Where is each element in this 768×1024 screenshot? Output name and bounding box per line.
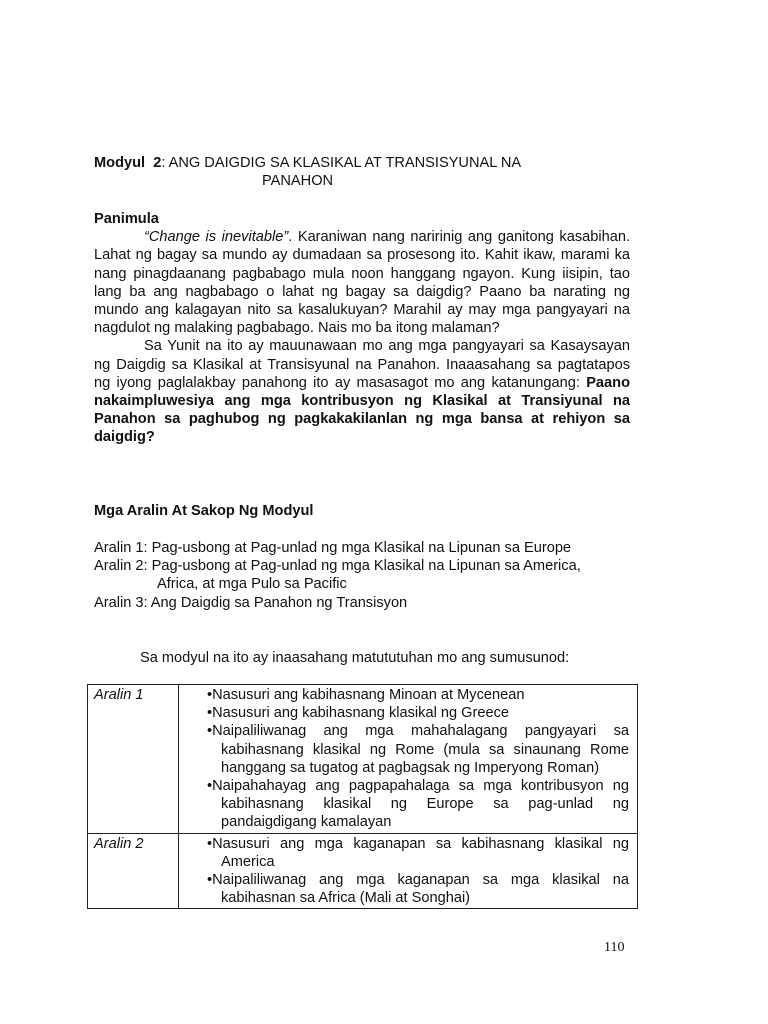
- intro-paragraph-2: [94, 337, 630, 446]
- lesson-item: [94, 557, 634, 593]
- objectives-cell: [179, 833, 638, 909]
- intro-heading: Panimula: [94, 211, 159, 227]
- table-row: [88, 833, 638, 909]
- lesson-text: Ang Daigdig sa Panahon ng Transisyon: [150, 594, 408, 611]
- bullet-icon: •: [207, 705, 213, 722]
- objective-text: Nasusuri ang mga kaganapan sa kabihasnang klasikal ng America: [212, 835, 629, 870]
- objectives-table: [87, 684, 638, 909]
- intro-key-question: Paano nakaimpluwesiya ang mga kontribusyon ng Klasikal at Transiyunal na Panahon sa paghubog ng pagkakakilanlan ng mga bansa at rehiyon sa daigdig?: [94, 374, 630, 446]
- lesson-text-continued: Africa, at mga Pulo sa Pacific: [157, 576, 347, 593]
- objective-text: Nasusuri ang kabihasnang klasikal ng Greece: [212, 705, 510, 722]
- lesson-label: Aralin 2:: [94, 558, 152, 575]
- objective-text: Naipahahayag ang pagpapahalaga sa mga kontribusyon ng kabihasnang klasikal ng Europe sa pag-unlad ng pandaigdigang kamalayan: [212, 778, 629, 831]
- lesson-label: Aralin 3:: [94, 594, 151, 611]
- objective-text: Naipaliliwanag ang mga kaganapan sa mga klasikal na kabihasnan sa Africa (Mali at Songhai): [212, 872, 629, 907]
- objective-text: Naipaliliwanag ang mga mahahalagang pangyayari sa kabihasnang klasikal ng Rome (mula sa sinaunang Rome hanggang sa tugatog at pagbagsak ng Imperyong Roman): [212, 723, 629, 776]
- objective-item: [207, 686, 629, 704]
- intro-section: [94, 210, 630, 447]
- bullet-icon: •: [207, 778, 213, 795]
- intro-paragraph-1-text: . Karaniwan nang naririnig ang ganitong kasabihan. Lahat ng bagay sa mundo ay dumadaan sa prosesong ito. Kahit ikaw, marami ka nang pinagdaanang pagbabago mula noon hanggang ngayon. Kung iisipin, tao lang ba ang nagbabago o lahat ng bagay sa daigdig? Paano ba narating ng mundo ang kalagayan nito sa kasalukuyan? Marahil ay may mga pangyayari na nagdulot ng malaking pagbabago. Nais mo ba itong malaman?: [94, 229, 630, 337]
- lessons-heading: Mga Aralin At Sakop Ng Modyul: [94, 503, 314, 519]
- bullet-icon: •: [207, 835, 213, 852]
- module-title: [94, 154, 634, 190]
- lesson-item: [94, 539, 634, 557]
- title-text: : ANG DAIGDIG SA KLASIKAL AT TRANSISYUNAL NA: [161, 155, 522, 171]
- title-line-2: PANAHON: [262, 173, 334, 190]
- table-row: [88, 685, 638, 834]
- objective-item: [207, 704, 629, 722]
- objective-text: Nasusuri ang kabihasnang Minoan at Mycenean: [212, 687, 525, 703]
- intro-paragraph-2-text: Sa Yunit na ito ay mauunawaan mo ang mga pangyayari sa Kasaysayan ng Daigdig sa Klasikal at Transisyunal na Panahon. Inaaasahang sa pagtatapos ng iyong paglalakbay panahong ito ay masasagot mo ang katanungang:: [94, 338, 630, 391]
- lesson-cell: Aralin 1: [88, 685, 179, 834]
- lesson-label: Aralin 1:: [94, 540, 152, 556]
- expectations-intro: Sa modyul na ito ay inaasahang matututuhan mo ang sumusunod:: [140, 650, 570, 666]
- objective-item: [207, 835, 629, 871]
- intro-paragraph-1: [94, 228, 630, 337]
- lesson-text: Pag-usbong at Pag-unlad ng mga Klasikal na Lipunan sa Europe: [151, 540, 572, 556]
- page-number: 110: [604, 940, 625, 955]
- intro-quote: “Change is inevitable”: [144, 229, 289, 246]
- lesson-item: [94, 594, 634, 612]
- lessons-list: [94, 539, 634, 612]
- bullet-icon: •: [207, 723, 213, 740]
- title-line-1: [94, 154, 634, 172]
- objective-item: [207, 722, 629, 777]
- modyul-number: 2: [153, 155, 162, 171]
- bullet-icon: •: [207, 872, 213, 889]
- objective-item: [207, 871, 629, 907]
- modyul-label: Modyul: [94, 155, 146, 171]
- objective-item: [207, 777, 629, 832]
- bullet-icon: •: [207, 687, 213, 703]
- lesson-text: Pag-usbong at Pag-unlad ng mga Klasikal na Lipunan sa America,: [151, 558, 581, 575]
- lesson-cell: Aralin 2: [88, 833, 179, 909]
- objectives-cell: [179, 685, 638, 834]
